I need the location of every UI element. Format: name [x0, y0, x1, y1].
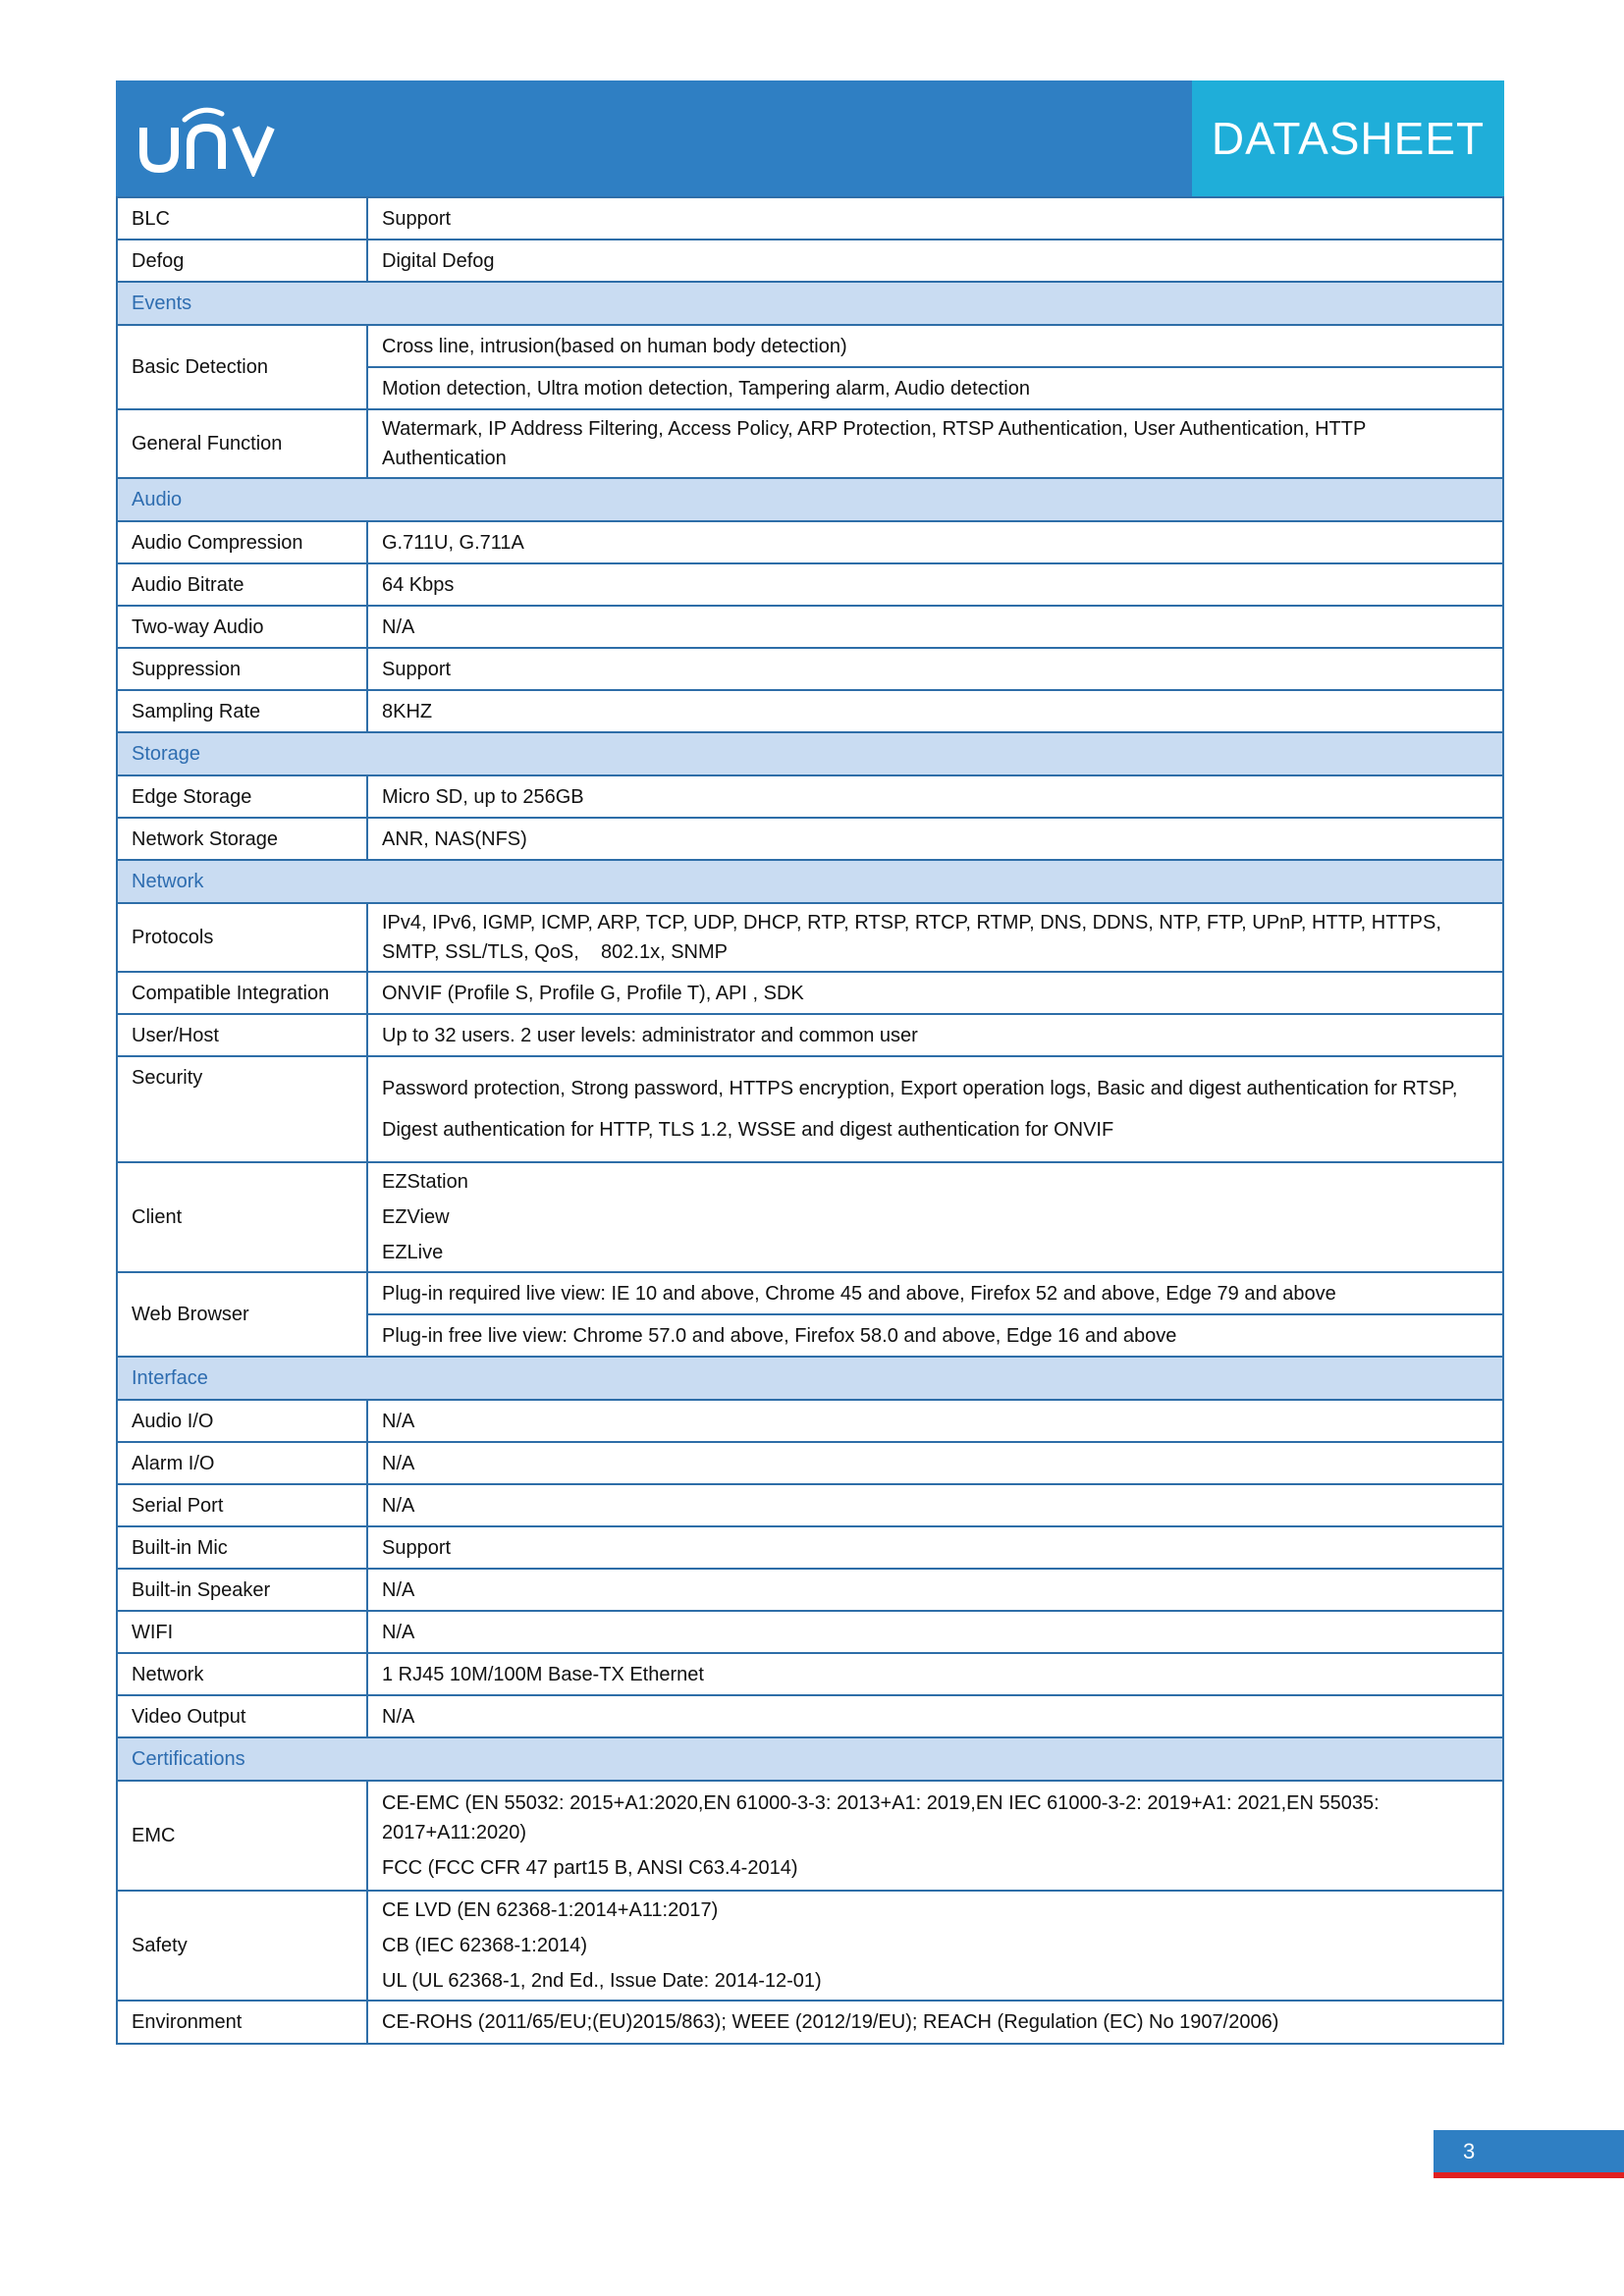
row-value: N/A [367, 1611, 1503, 1653]
table-row [117, 1014, 1503, 1056]
safety-line: UL (UL 62368-1, 2nd Ed., Issue Date: 2014-12-01) [382, 1970, 822, 1992]
row-value: N/A [367, 1484, 1503, 1526]
section-header-events [117, 282, 1503, 325]
table-row [117, 1162, 1503, 1272]
table-row [117, 1442, 1503, 1484]
section-header-interface [117, 1357, 1503, 1400]
table-row [117, 1653, 1503, 1695]
row-label: Network [117, 1653, 367, 1695]
row-value: N/A [367, 1695, 1503, 1737]
table-row [117, 563, 1503, 606]
row-value: N/A [367, 1442, 1503, 1484]
row-label: Web Browser [117, 1272, 367, 1357]
datasheet-header [116, 80, 1504, 196]
row-label: WIFI [117, 1611, 367, 1653]
row-label: General Function [117, 409, 367, 478]
table-row [117, 409, 1503, 478]
section-title: Events [117, 282, 1503, 325]
section-title: Interface [117, 1357, 1503, 1400]
row-label: Compatible Integration [117, 972, 367, 1014]
section-title: Storage [117, 732, 1503, 775]
row-value: 64 Kbps [367, 563, 1503, 606]
row-value: Plug-in free live view: Chrome 57.0 and above, Firefox 58.0 and above, Edge 16 and above [367, 1314, 1503, 1357]
security-line: Digest authentication for HTTP, TLS 1.2, WSSE and digest authentication for ONVIF [382, 1119, 1114, 1141]
row-value [367, 1891, 1503, 2001]
table-row [117, 1569, 1503, 1611]
table-row [117, 1891, 1503, 2001]
datasheet-badge: DATASHEET [1192, 80, 1504, 196]
table-row [117, 1400, 1503, 1442]
row-label: Defog [117, 240, 367, 282]
row-value: Up to 32 users. 2 user levels: administrator and common user [367, 1014, 1503, 1056]
table-row [117, 1695, 1503, 1737]
safety-line: CB (IEC 62368-1:2014) [382, 1935, 588, 1956]
row-value [367, 1056, 1503, 1162]
section-header-network [117, 860, 1503, 903]
table-row [117, 690, 1503, 732]
row-label: Two-way Audio [117, 606, 367, 648]
row-label: Edge Storage [117, 775, 367, 818]
table-row [117, 903, 1503, 972]
row-value: Support [367, 197, 1503, 240]
row-label: Network Storage [117, 818, 367, 860]
row-label: User/Host [117, 1014, 367, 1056]
table-row [117, 521, 1503, 563]
client-item: EZView [382, 1206, 450, 1228]
row-label: Protocols [117, 903, 367, 972]
section-header-certifications [117, 1737, 1503, 1781]
spec-table [116, 196, 1504, 2045]
table-row [117, 1272, 1503, 1314]
row-value: G.711U, G.711A [367, 521, 1503, 563]
table-row [117, 2001, 1503, 2044]
row-label: Built-in Speaker [117, 1569, 367, 1611]
row-value: Watermark, IP Address Filtering, Access Policy, ARP Protection, RTSP Authentication, User Authentication, HTTP Authentication [367, 409, 1503, 478]
row-value [367, 1162, 1503, 1272]
table-row [117, 1526, 1503, 1569]
table-row [117, 1781, 1503, 1891]
row-value: Motion detection, Ultra motion detection, Tampering alarm, Audio detection [367, 367, 1503, 409]
row-value: Support [367, 1526, 1503, 1569]
emc-line: CE-EMC (EN 55032: 2015+A1:2020,EN 61000-3-3: 2013+A1: 2019,EN IEC 61000-3-2: 2019+A1: 2021,EN 55035: 2017+A11:2020) [382, 1792, 1380, 1843]
row-label: Audio Bitrate [117, 563, 367, 606]
row-value: 1 RJ45 10M/100M Base-TX Ethernet [367, 1653, 1503, 1695]
row-value: ANR, NAS(NFS) [367, 818, 1503, 860]
table-row [117, 818, 1503, 860]
row-label: Audio Compression [117, 521, 367, 563]
row-label: Suppression [117, 648, 367, 690]
client-item: EZStation [382, 1171, 468, 1193]
row-value: Digital Defog [367, 240, 1503, 282]
client-item: EZLive [382, 1242, 444, 1263]
row-label: Environment [117, 2001, 367, 2044]
row-value: CE-ROHS (2011/65/EU;(EU)2015/863); WEEE (2012/19/EU); REACH (Regulation (EC) No 1907/2006) [367, 2001, 1503, 2044]
row-label: Security [117, 1056, 367, 1162]
row-value: Support [367, 648, 1503, 690]
section-header-storage [117, 732, 1503, 775]
table-row [117, 240, 1503, 282]
unv-logo [137, 98, 285, 177]
row-label: Safety [117, 1891, 367, 2001]
table-row [117, 775, 1503, 818]
row-value: N/A [367, 1400, 1503, 1442]
row-value [367, 1781, 1503, 1891]
security-line: Password protection, Strong password, HTTPS encryption, Export operation logs, Basic and digest authentication for RTSP, [382, 1078, 1458, 1099]
row-value: ONVIF (Profile S, Profile G, Profile T), API , SDK [367, 972, 1503, 1014]
row-label: Client [117, 1162, 367, 1272]
table-row [117, 648, 1503, 690]
row-label: Built-in Mic [117, 1526, 367, 1569]
row-label: Serial Port [117, 1484, 367, 1526]
page-number-underline [1434, 2172, 1624, 2178]
section-title: Network [117, 860, 1503, 903]
section-title: Certifications [117, 1737, 1503, 1781]
row-label: Sampling Rate [117, 690, 367, 732]
row-value: N/A [367, 606, 1503, 648]
row-label: BLC [117, 197, 367, 240]
row-value: Plug-in required live view: IE 10 and above, Chrome 45 and above, Firefox 52 and above, Edge 79 and above [367, 1272, 1503, 1314]
table-row [117, 972, 1503, 1014]
table-row [117, 1056, 1503, 1162]
emc-line: FCC (FCC CFR 47 part15 B, ANSI C63.4-2014) [382, 1857, 798, 1879]
section-header-audio [117, 478, 1503, 521]
table-row [117, 197, 1503, 240]
section-title: Audio [117, 478, 1503, 521]
row-label: EMC [117, 1781, 367, 1891]
page-number: 3 [1434, 2130, 1624, 2172]
row-label: Video Output [117, 1695, 367, 1737]
row-value: 8KHZ [367, 690, 1503, 732]
safety-line: CE LVD (EN 62368-1:2014+A11:2017) [382, 1899, 719, 1921]
row-label: Audio I/O [117, 1400, 367, 1442]
table-row [117, 606, 1503, 648]
table-row [117, 1484, 1503, 1526]
table-row [117, 1611, 1503, 1653]
table-row [117, 325, 1503, 367]
row-label: Alarm I/O [117, 1442, 367, 1484]
row-label: Basic Detection [117, 325, 367, 409]
row-value: IPv4, IPv6, IGMP, ICMP, ARP, TCP, UDP, DHCP, RTP, RTSP, RTCP, RTMP, DNS, DDNS, NTP, FTP, UPnP, HTTP, HTTPS, SMTP, SSL/TLS, QoS, 802.1x, SNMP [367, 903, 1503, 972]
row-value: N/A [367, 1569, 1503, 1611]
row-value: Micro SD, up to 256GB [367, 775, 1503, 818]
row-value: Cross line, intrusion(based on human body detection) [367, 325, 1503, 367]
